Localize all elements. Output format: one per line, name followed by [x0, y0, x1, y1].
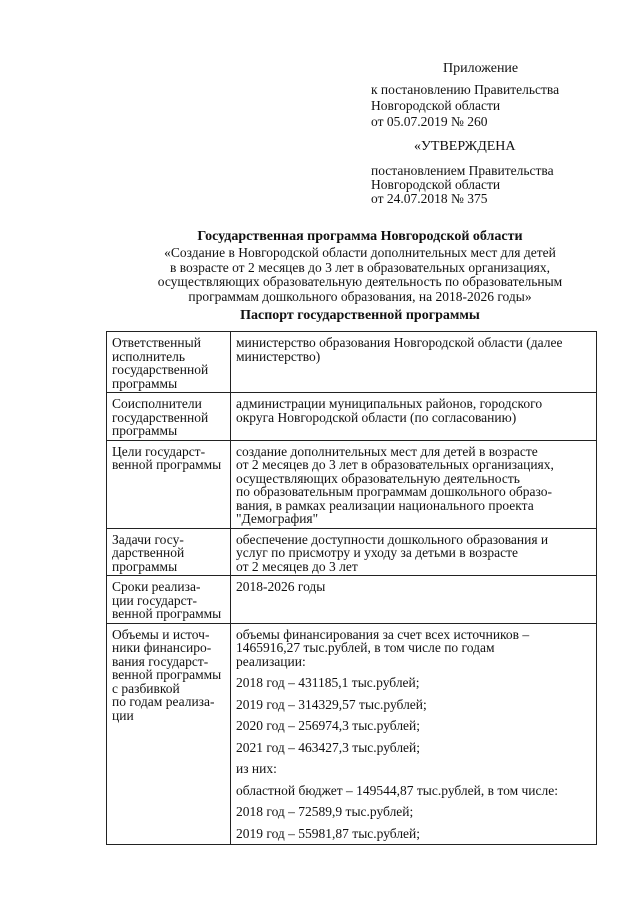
value-line: министерство образования Новгородской области (далее — [236, 335, 563, 350]
approved-line: Новгородской области — [371, 177, 501, 192]
subtitle-line: в возрасте от 2 месяцев до 3 лет в образовательных организациях, — [170, 259, 550, 275]
label-line: Ответственный — [112, 335, 201, 350]
value-line: округа Новгородской области (по согласованию) — [236, 409, 517, 425]
reference-line: Новгородской области — [371, 98, 501, 113]
row-value-tasks — [231, 528, 597, 576]
reference-line: от 05.07.2019 № 260 — [371, 114, 488, 129]
label-line: исполнитель — [112, 348, 185, 364]
value-line: объемы финансирования за счет всех источников – — [236, 626, 530, 642]
value-line: "Демография" — [236, 511, 319, 526]
subtitle-line: «Создание в Новгородской области дополнительных мест для детей — [164, 245, 556, 260]
approved-line: от 24.07.2018 № 375 — [371, 191, 488, 206]
table-row — [107, 576, 597, 624]
value-line: 2018-2026 годы — [236, 579, 326, 594]
label-line: венной программы — [112, 457, 222, 472]
approved-title: «УТВЕРЖДЕНА — [414, 139, 516, 154]
row-value-goals — [231, 440, 597, 528]
value-line: из них: — [236, 761, 277, 776]
label-line: дарственной — [112, 545, 185, 560]
value-line: министерство) — [236, 348, 321, 364]
value-line: вания, в рамках реализации национального проекта — [236, 497, 534, 513]
table-row — [107, 528, 597, 576]
value-line: услуг по присмотру и уходу за детьми в возрасте — [236, 545, 518, 560]
value-line: от 2 месяцев до 3 лет — [236, 558, 358, 574]
label-line: ники финансиро- — [112, 640, 212, 655]
subtitle-line: программам дошкольного образования, на 2018-2026 годы» — [188, 288, 532, 304]
row-label-responsible — [107, 332, 231, 393]
table-row — [107, 623, 597, 845]
label-line: венной программы — [112, 667, 222, 682]
label-line: Задачи госу- — [112, 531, 184, 547]
table-row — [107, 393, 597, 441]
label-line: ции государст- — [112, 592, 198, 608]
row-label-funding — [107, 623, 231, 845]
value-line: по образовательным программам дошкольного образо- — [236, 484, 552, 499]
row-value-responsible — [231, 332, 597, 393]
label-line: венной программы — [112, 606, 222, 621]
appendix-title: Приложение — [443, 61, 519, 76]
value-line: реализации: — [236, 653, 306, 669]
approved-line: постановлением Правительства — [371, 163, 554, 178]
label-line: программы — [112, 423, 178, 438]
row-label-goals — [107, 440, 231, 528]
label-line: Цели государст- — [112, 443, 206, 459]
subtitle-line: осуществляющих образовательную деятельность по образовательным — [157, 274, 563, 289]
value-line: 2021 год – 463427,3 тыс.рублей; — [236, 739, 421, 755]
value-line: 2018 год – 431185,1 тыс.рублей; — [236, 675, 420, 690]
decree-reference — [371, 82, 559, 130]
label-line: ции — [112, 707, 134, 723]
label-line: Сроки реализа- — [112, 579, 201, 594]
approved-reference — [371, 164, 554, 206]
table-row — [107, 332, 597, 393]
row-label-coexecutors — [107, 393, 231, 441]
table-row — [107, 440, 597, 528]
value-line: создание дополнительных мест для детей в возрасте — [236, 443, 538, 459]
passport-table — [106, 331, 597, 845]
value-line: осуществляющих образовательную деятельность — [236, 470, 520, 486]
value-line: 2019 год – 55981,87 тыс.рублей; — [236, 825, 421, 841]
value-line: обеспечение доступности дошкольного образования и — [236, 531, 549, 547]
label-line: программы — [112, 558, 178, 574]
value-line: областной бюджет – 149544,87 тыс.рублей, в том числе: — [236, 782, 558, 798]
value-line: 2018 год – 72589,9 тыс.рублей; — [236, 804, 414, 819]
program-subtitle — [130, 246, 590, 304]
value-line: 1465916,27 тыс.рублей, в том числе по годам — [236, 640, 495, 655]
label-line: программы — [112, 375, 178, 391]
value-line: 2019 год – 314329,57 тыс.рублей; — [236, 696, 427, 712]
label-line: по годам реализа- — [112, 694, 215, 709]
label-line: вания государст- — [112, 653, 209, 669]
reference-line: к постановлению Правительства — [371, 82, 560, 97]
value-line: администрации муниципальных районов, городского — [236, 396, 543, 411]
program-title: Государственная программа Новгородской области — [197, 229, 523, 244]
passport-title: Паспорт государственной программы — [240, 308, 480, 323]
row-label-terms — [107, 576, 231, 624]
value-line: 2020 год – 256974,3 тыс.рублей; — [236, 718, 421, 733]
label-line: Объемы и источ- — [112, 626, 210, 642]
row-value-funding — [231, 623, 597, 845]
value-line: от 2 месяцев до 3 лет в образовательных организациях, — [236, 457, 554, 472]
label-line: с разбивкой — [112, 680, 180, 696]
label-line: Соисполнители — [112, 396, 202, 411]
row-value-terms — [231, 576, 597, 624]
label-line: государственной — [112, 362, 209, 377]
row-label-tasks — [107, 528, 231, 576]
row-value-coexecutors — [231, 393, 597, 441]
label-line: государственной — [112, 409, 209, 425]
